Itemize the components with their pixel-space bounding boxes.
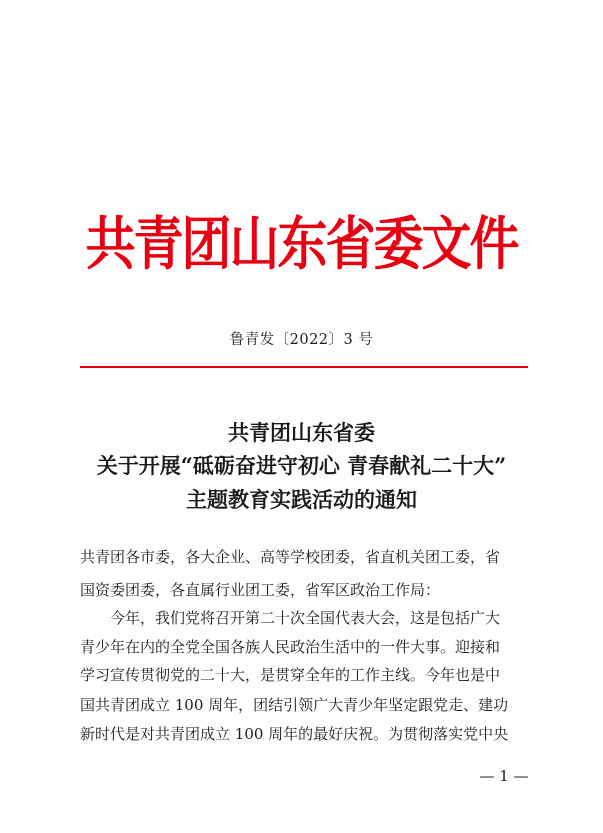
document-masthead: 共青团山东省委文件 xyxy=(85,210,518,278)
red-divider-line xyxy=(80,366,528,368)
paragraph-line: 新时代是对共青团成立 100 周年的最好庆祝。为贯彻落实党中央 xyxy=(80,725,509,743)
title-line-1: 共青团山东省委 xyxy=(228,420,375,445)
paragraph-line: 青少年在内的全党全国各族人民政治生活中的一件大事。迎接和 xyxy=(80,638,501,656)
paragraph-line: 国共青团成立 100 周年，团结引领广大青少年坚定跟党走、建功 xyxy=(80,696,509,714)
paragraph-line: 今年，我们党将召开第二十次全国代表大会，这是包括广大 xyxy=(80,609,501,627)
addressee-line: 国资委团委，各直属行业团工委，省军区政治工作局： xyxy=(80,581,441,599)
page-number: — 1 — xyxy=(479,767,529,785)
addressee-line: 共青团各市委，各大企业、高等学校团委，省直机关团工委，省 xyxy=(80,548,501,566)
paragraph-line: 学习宣传贯彻党的二十大，是贯穿全年的工作主线。今年也是中 xyxy=(80,666,501,684)
title-line-2: 关于开展“砥砺奋进守初心 青春献礼二十大” xyxy=(96,453,507,478)
title-line-3: 主题教育实践活动的通知 xyxy=(186,487,417,512)
document-number: 鲁青发〔2022〕3 号 xyxy=(229,332,374,348)
